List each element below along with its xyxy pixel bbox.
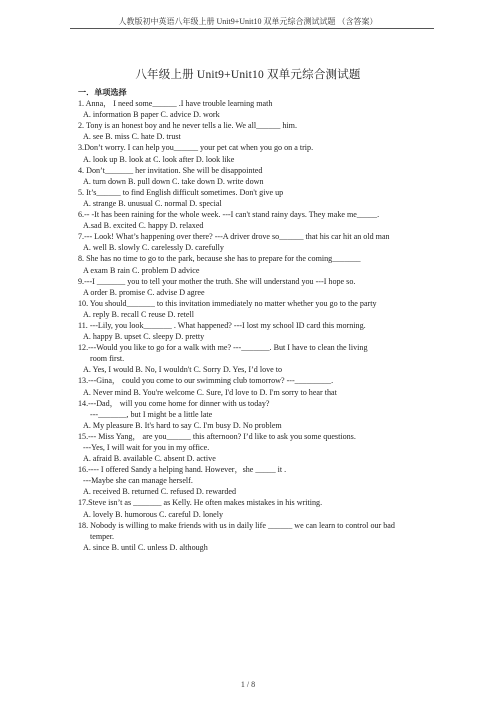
question-stem: 11. ---Lily, you look_______ . What happened? ---I lost my school ID card this morning.: [78, 320, 366, 330]
question-stem: 16.---- I offered Sandy a helping hand. However，she _____ it .: [78, 465, 287, 475]
question-stem: 17.Steve isn’t as _______ as Kelly. He often makes mistakes in his writing.: [78, 498, 323, 508]
answer-options: A. My pleasure B. It's hard to say C. I'm busy D. No problem: [83, 420, 282, 430]
question-stem: 8. She has no time to go to the park, because she has to prepare for the coming_______: [78, 254, 361, 264]
question-stem: 2. Tony is an honest boy and he never tells a lie. We all______ him.: [78, 121, 297, 131]
question-stem: 15.--- Miss Yang， are you______ this afternoon? I’d like to ask you some questions.: [78, 431, 356, 441]
question-continuation: ---_______, but I might be a little late: [90, 409, 213, 419]
document-title: 八年级上册 Unit9+Unit10 双单元综合测试题: [135, 69, 361, 81]
answer-options: A. information B paper C. advice D. work: [83, 110, 220, 120]
question-stem: 18. Nobody is willing to make friends with us in daily life ______ we can learn to control our bad: [78, 520, 395, 530]
question-stem: 6.-- -It has been raining for the whole week. ---I can't stand rainy days. They make me_____.: [78, 210, 380, 220]
section-heading: 一．单项选择: [78, 88, 127, 97]
question-continuation: temper.: [90, 531, 115, 541]
answer-options: ---Maybe she can manage herself.: [83, 476, 193, 486]
answer-options: ---Yes, I will wait for you in my office.: [83, 443, 210, 452]
answer-options: A.sad B. excited C. happy D. relaxed: [83, 221, 204, 231]
answer-options: A. Yes, I would B. No, I wouldn't C. Sorry D. Yes, I’d love to: [83, 365, 283, 375]
question-continuation: room first.: [90, 354, 125, 364]
answer-options: A. afraid B. available C. absent D. active: [83, 454, 216, 464]
question-stem: 5. It’s______ to find English difficult sometimes. Don't give up: [78, 187, 284, 197]
page-number: 1 / 8: [240, 680, 256, 689]
answer-options: A. lovely B. humorous C. careful D. lonely: [83, 509, 224, 519]
answer-options: A order B. promise C. advise D agree: [83, 287, 205, 297]
answer-options: A. received B. returned C. refused D. rewarded: [83, 487, 237, 497]
answer-options: A. look up B. look at C. look after D. look like: [83, 154, 235, 164]
question-stem: 14.---Dad， will you come home for dinner with us today?: [78, 398, 270, 408]
question-list: [78, 87, 426, 553]
answer-options: A. happy B. upset C. sleepy D. pretty: [83, 332, 205, 342]
header-rule: [70, 28, 434, 29]
answer-options: A. see B. miss C. hate D. trust: [83, 132, 181, 142]
answer-options: A. reply B. recall C reuse D. retell: [83, 309, 195, 319]
answer-options: A. strange B. unusual C. normal D. special: [83, 198, 222, 208]
question-stem: 7.--- Look! What’s happening over there? ---A driver drove so______ that his car hit an old man: [78, 232, 390, 242]
answer-options: A. since B. until C. unless D. although: [83, 542, 208, 552]
answer-options: A. well B. slowly C. carelessly D. carefully: [83, 243, 224, 253]
question-stem: 3.Don’t worry. I can help you______ your pet cat when you go on a trip.: [78, 143, 314, 153]
question-lines: [78, 98, 426, 553]
question-stem: 4. Don’t_______ her invitation. She will be disappointed: [78, 165, 263, 175]
answer-options: A exam B rain C. problem D advice: [83, 265, 200, 275]
answer-options: A. Never mind B. You're welcome C. Sure, I'd love to D. I'm sorry to hear that: [83, 387, 337, 397]
page-header: 人教版初中英语八年级上册 Unit9+Unit10 双单元综合测试试题 （含答案）: [118, 17, 378, 26]
answer-options: A. turn down B. pull down C. take down D. write down: [83, 176, 264, 186]
question-stem: 12.---Would you like to go for a walk with me? ---_______. But I have to clean the living: [78, 343, 368, 353]
question-stem: 9.---I _______ you to tell your mother the truth. She will understand you ---I hope so.: [78, 276, 356, 286]
question-stem: 13.---Gina， could you come to our swimming club tomorrow? ---_________.: [78, 376, 334, 386]
question-stem: 1. Anna， I need some______ .I have trouble learning math: [78, 99, 273, 109]
question-stem: 10. You should_______ to this invitation immediately no matter whether you go to the party: [78, 298, 377, 308]
